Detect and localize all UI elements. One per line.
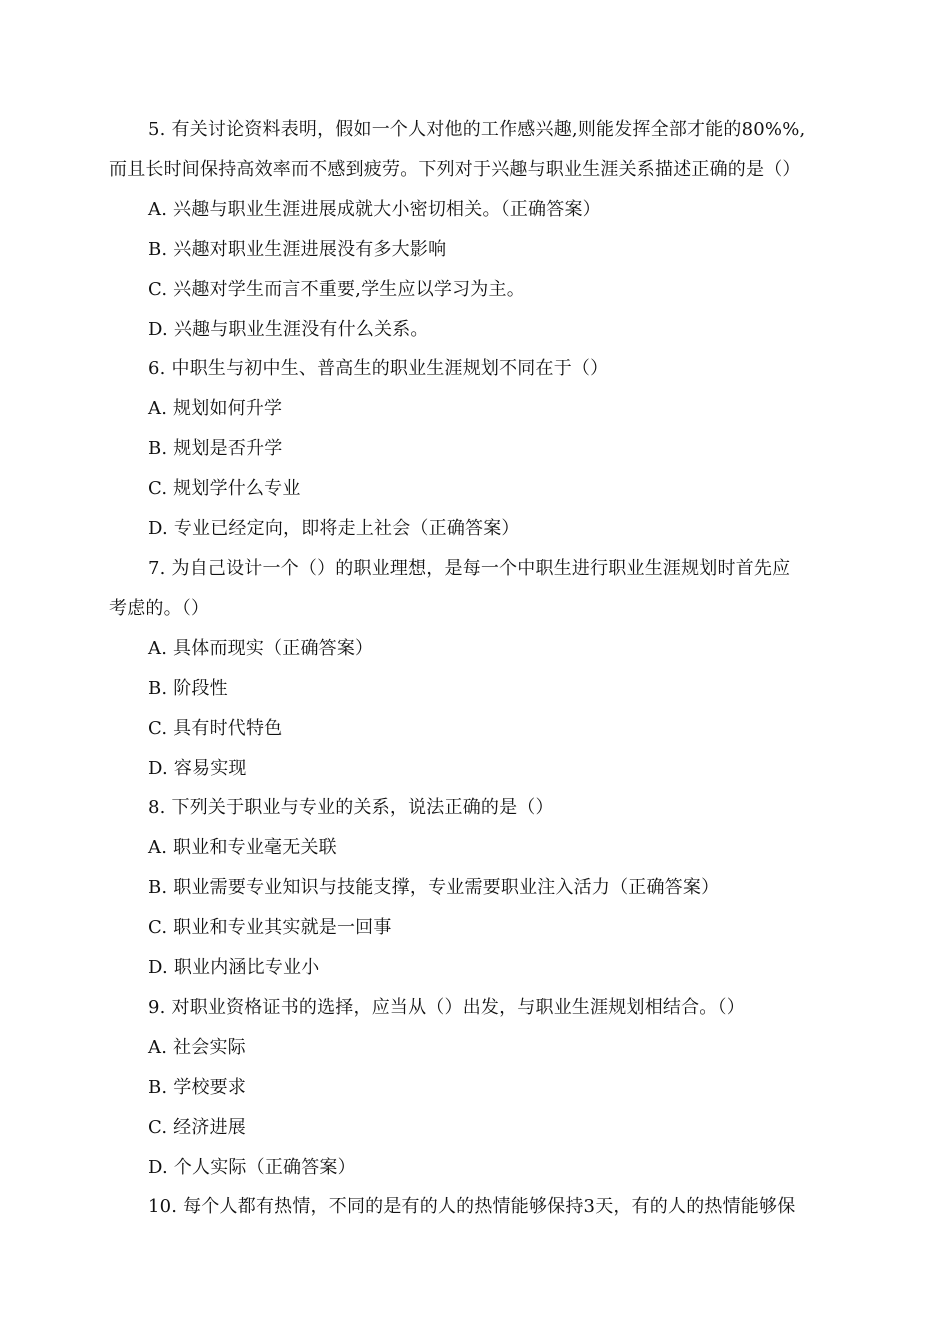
question-7-text-continued: 考虑的。（） — [109, 598, 210, 619]
question-7-text: 7. 为自己设计一个（）的职业理想，是每一个中职生进行职业生涯规划时首先应 — [148, 558, 791, 579]
question-5-option-d: D. 兴趣与职业生涯没有什么关系。 — [148, 319, 429, 340]
question-9-text: 9. 对职业资格证书的选择，应当从（）出发，与职业生涯规划相结合。（） — [148, 997, 745, 1018]
question-9-option-d: D. 个人实际（正确答案） — [148, 1157, 356, 1178]
question-5-text-continued: 而且长时间保持高效率而不感到疲劳。下列对于兴趣与职业生涯关系描述正确的是（） — [109, 159, 801, 180]
question-7-option-c: C. 具有时代特色 — [148, 718, 283, 739]
question-8-option-d: D. 职业内涵比专业小 — [148, 957, 320, 978]
question-9-option-a: A. 社会实际 — [148, 1037, 246, 1058]
question-6-option-c: C. 规划学什么专业 — [148, 478, 301, 499]
question-6-option-b: B. 规划是否升学 — [148, 438, 283, 459]
question-7-option-a: A. 具体而现实（正确答案） — [148, 638, 374, 659]
question-5-text: 5. 有关讨论资料表明，假如一个人对他的工作感兴趣,则能发挥全部才能的80%%, — [148, 119, 806, 140]
question-5-option-c: C. 兴趣对学生而言不重要,学生应以学习为主。 — [148, 279, 525, 300]
question-8-text: 8. 下列关于职业与专业的关系，说法正确的是（） — [148, 797, 554, 818]
question-9-option-b: B. 学校要求 — [148, 1077, 247, 1098]
question-7-option-b: B. 阶段性 — [148, 678, 228, 699]
question-5-option-b: B. 兴趣对职业生涯进展没有多大影响 — [148, 239, 447, 260]
question-9-option-c: C. 经济进展 — [148, 1117, 246, 1138]
question-10-text: 10. 每个人都有热情，不同的是有的人的热情能够保持3天，有的人的热情能够保 — [148, 1196, 796, 1217]
question-8-option-a: A. 职业和专业毫无关联 — [148, 837, 337, 858]
question-5-option-a: A. 兴趣与职业生涯进展成就大小密切相关。（正确答案） — [148, 199, 601, 220]
question-6-option-a: A. 规划如何升学 — [148, 398, 283, 419]
question-8-option-b: B. 职业需要专业知识与技能支撑，专业需要职业注入活力（正确答案） — [148, 877, 720, 898]
question-8-option-c: C. 职业和专业其实就是一回事 — [148, 917, 392, 938]
question-6-option-d: D. 专业已经定向，即将走上社会（正确答案） — [148, 518, 520, 539]
question-6-text: 6. 中职生与初中生、普高生的职业生涯规划不同在于（） — [148, 358, 609, 379]
question-7-option-d: D. 容易实现 — [148, 758, 247, 779]
